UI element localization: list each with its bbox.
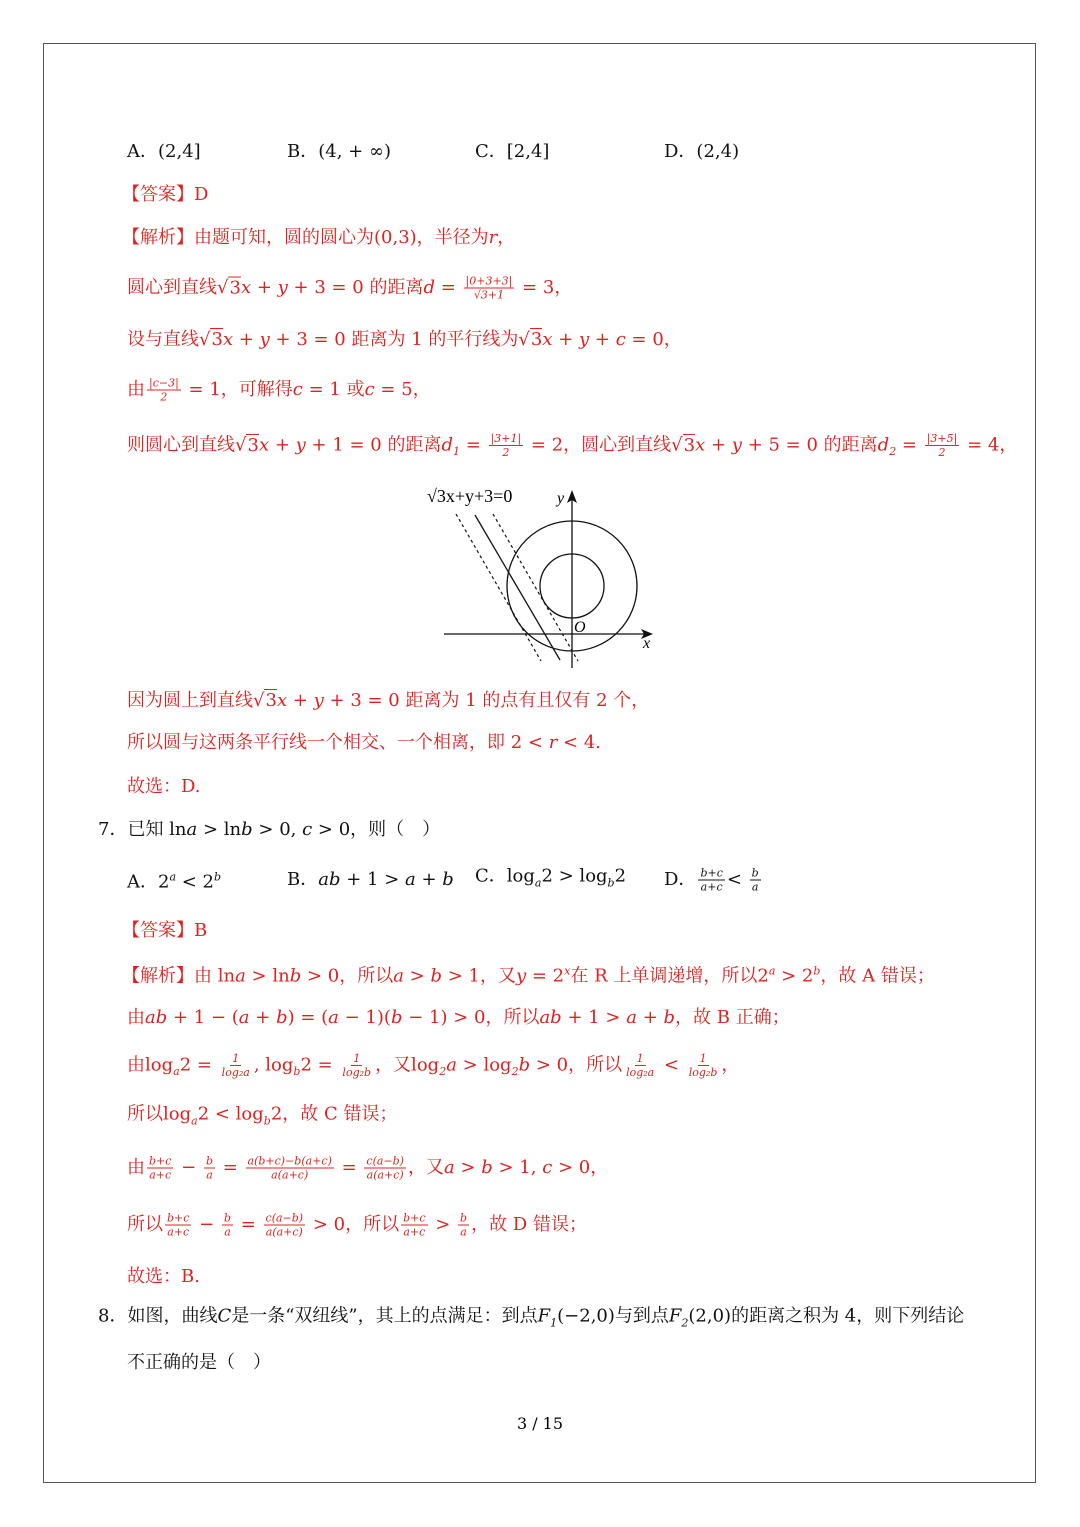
text-run: +: [287, 690, 314, 711]
fraction: [246, 1155, 334, 1182]
text-run: > log: [456, 1054, 512, 1076]
fraction-denominator: 2: [938, 445, 946, 459]
text-run: > 0，所以: [301, 965, 394, 987]
text-run: > 2: [775, 965, 814, 987]
math-variable: b: [289, 965, 302, 987]
text-run: 由: [127, 1157, 145, 1178]
math-variable: c: [364, 379, 375, 400]
question-line: [98, 818, 440, 842]
solution-line: [127, 377, 431, 404]
text-run: 2，故 C 错误；: [270, 1103, 398, 1125]
text-run: >: [429, 1214, 457, 1235]
text-run: 由log: [127, 1054, 174, 1076]
text-run: 在 R 上单调递增，所以2: [570, 965, 769, 987]
text-run: 因为圆上到直线: [127, 690, 253, 711]
text-run: C．[2,4]: [475, 141, 550, 162]
superscript: a: [169, 870, 177, 884]
fraction-denominator: a+c: [167, 1225, 190, 1239]
subscript: 1: [550, 1316, 558, 1330]
solution-line: [127, 1155, 608, 1182]
text-run: = 3，: [516, 277, 573, 298]
fraction-denominator: a(a+c): [265, 1225, 303, 1239]
math-variable: y: [295, 434, 306, 456]
solution-line: [127, 1052, 739, 1084]
text-run: =: [217, 1157, 244, 1178]
text-run: <: [658, 1054, 685, 1076]
answer-option: [287, 140, 391, 164]
text-run: +: [249, 1007, 277, 1028]
fraction-denominator: a: [751, 880, 759, 894]
fraction-denominator: a: [206, 1168, 213, 1182]
fraction: [925, 432, 960, 459]
answer-option: [127, 866, 221, 895]
math-variable: c: [292, 379, 303, 400]
sqrt: [671, 433, 695, 455]
fraction-denominator: a+c: [700, 880, 723, 894]
math-variable: b: [663, 1007, 676, 1028]
solution-line: [127, 432, 1017, 464]
text-run: A．2: [127, 871, 170, 893]
text-run: −: [175, 1157, 202, 1178]
parallel-line-dashed-left: [456, 514, 541, 661]
sqrt-radicand: 3: [211, 329, 223, 350]
fraction: [401, 1212, 427, 1239]
text-run: = 4，: [961, 434, 1018, 456]
text-run: ，故 D 错误；: [471, 1214, 587, 1235]
fraction-denominator: a: [460, 1225, 467, 1239]
text-run: 【解析】由题可知，圆的圆心为(0,3)，半径为: [122, 227, 489, 248]
fraction-numerator: |3+1|: [490, 431, 522, 445]
sqrt-sign-icon: √: [518, 329, 530, 350]
fraction-numerator: c(a−b): [366, 1154, 404, 1168]
fraction: [165, 1212, 191, 1239]
fraction-denominator: 2: [502, 445, 510, 459]
text-run: 则圆心到直线: [127, 434, 235, 456]
sqrt-radicand: 3: [229, 277, 241, 298]
text-run: + 3 = 0 距离为 1 的点有且仅有 2 个，: [323, 690, 650, 711]
math-variable: b: [442, 869, 454, 890]
text-run: 2 < log: [197, 1103, 264, 1125]
text-run: 由: [127, 379, 145, 400]
fraction-denominator: log₂b: [342, 1065, 372, 1079]
text-run: 故选：B.: [127, 1266, 200, 1287]
math-variable: b: [276, 1007, 288, 1028]
text-run: =: [460, 434, 487, 456]
sqrt-radicand: 3: [265, 690, 277, 711]
text-run: ，: [497, 227, 516, 248]
text-run: = 1 或: [302, 379, 365, 400]
text-run: 是一条“双纽线”，其上的点满足：到点: [231, 1305, 538, 1327]
subscript: a: [173, 1065, 180, 1079]
math-variable: d: [877, 434, 890, 456]
math-variable: c: [542, 1157, 553, 1178]
text-run: =: [896, 434, 923, 456]
text-run: 所以log: [127, 1103, 192, 1125]
text-run: + 1 >: [561, 1007, 627, 1028]
fraction: [222, 1212, 233, 1239]
answer-option: [475, 140, 549, 164]
fraction-numerator: b+c: [167, 1211, 190, 1225]
math-variable: a: [446, 1054, 457, 1076]
text-run: 【解析】由 ln: [122, 965, 236, 987]
fraction-numerator: b: [751, 866, 759, 880]
fraction-denominator: 2: [160, 390, 168, 404]
subscript: a: [191, 1114, 198, 1128]
text-run: ，故 A 错误；: [820, 965, 935, 987]
math-variable: a: [235, 965, 246, 987]
fraction: [204, 1155, 215, 1182]
sqrt-sign-icon: √: [235, 434, 247, 456]
text-run: > 0，所以: [307, 1214, 400, 1235]
text-run: > 0，则（ ）: [312, 819, 441, 840]
text-run: 【答案】D: [122, 184, 209, 205]
text-run: ，: [721, 1054, 740, 1076]
subscript: 2: [439, 1065, 447, 1079]
fraction-denominator: √3+1: [473, 288, 505, 302]
math-variable: a: [186, 819, 198, 840]
solution-line: [127, 1103, 398, 1134]
math-variable: F: [537, 1305, 551, 1327]
math-variable: r: [488, 227, 498, 248]
fraction-numerator: 1: [636, 1051, 644, 1065]
solution-line: [127, 1006, 790, 1030]
text-run: =: [335, 1157, 363, 1178]
subscript: 1: [453, 445, 461, 459]
text-run: ) = (: [287, 1007, 329, 1028]
math-variable: y: [579, 329, 590, 350]
text-run: = 5，: [374, 379, 431, 400]
fraction: [147, 377, 181, 404]
fraction-denominator: a: [224, 1225, 231, 1239]
text-run: +: [269, 434, 296, 456]
y-axis-label: y: [557, 490, 565, 507]
math-variable: ab: [318, 869, 341, 890]
math-variable: b: [518, 1054, 531, 1076]
answer-option: [127, 140, 201, 164]
page-number: 3 / 15: [516, 1414, 564, 1433]
answer-option: [287, 868, 454, 892]
text-run: − 1)(: [338, 1007, 391, 1028]
fraction-denominator: log₂a: [626, 1065, 655, 1079]
fraction-numerator: 1: [353, 1051, 361, 1065]
sqrt-sign-icon: √: [217, 277, 229, 298]
math-variable: y: [731, 434, 742, 456]
text-run: + 1 >: [340, 869, 406, 890]
text-run: ，又: [407, 1157, 444, 1178]
math-variable: a: [238, 1007, 250, 1028]
superscript: b: [813, 964, 821, 978]
solution-line: [127, 689, 649, 713]
text-run: A．(2,4]: [127, 141, 201, 162]
text-run: +: [233, 329, 260, 350]
fraction: [698, 867, 724, 894]
given-line: [475, 515, 560, 660]
fraction-numerator: b: [223, 1211, 231, 1225]
fraction: [264, 1212, 306, 1239]
superscript: x: [564, 964, 571, 978]
text-run: > ln: [197, 819, 242, 840]
math-variable: r: [548, 732, 558, 753]
math-variable: a: [405, 869, 416, 890]
fraction-numerator: b: [460, 1211, 468, 1225]
text-run: 2 =: [300, 1054, 339, 1076]
math-variable: C: [217, 1305, 232, 1327]
text-run: −: [193, 1214, 220, 1235]
solution-line: [122, 226, 515, 250]
text-run: < 2: [176, 871, 214, 893]
text-run: 由: [127, 1007, 145, 1028]
text-run: +: [589, 329, 616, 350]
sqrt-sign-icon: √: [253, 690, 265, 711]
math-variable: b: [241, 819, 253, 840]
math-variable: x: [695, 434, 706, 456]
subscript: 2: [511, 1065, 519, 1079]
text-run: 所以圆与这两条平行线一个相交、一个相离，即 2 <: [127, 732, 549, 753]
text-run: D．: [664, 869, 697, 890]
solution-line: [122, 960, 935, 989]
math-variable: b: [390, 1007, 403, 1028]
text-run: 2 =: [179, 1054, 218, 1076]
fraction: [750, 867, 761, 894]
text-run: +: [705, 434, 732, 456]
answer-option: [664, 140, 739, 164]
math-variable: x: [222, 329, 234, 350]
math-variable: c: [615, 329, 626, 350]
superscript: b: [214, 870, 222, 884]
math-variable: a: [626, 1007, 637, 1028]
fraction-denominator: log₂a: [221, 1065, 250, 1079]
subscript: 2: [889, 445, 897, 459]
question-line: [127, 1351, 271, 1375]
solution-line: [122, 183, 208, 207]
sqrt-radicand: 3: [247, 434, 259, 456]
sqrt: [253, 689, 277, 711]
math-variable: ab: [539, 1007, 562, 1028]
text-run: +: [552, 329, 579, 350]
fraction-denominator: a(a+c): [366, 1168, 404, 1182]
text-run: , log: [253, 1054, 294, 1076]
math-variable: x: [240, 277, 252, 298]
line-equation-label: √3x+y+3=0: [427, 486, 513, 506]
fraction-denominator: a+c: [149, 1168, 172, 1182]
fraction: [340, 1052, 373, 1079]
fraction-numerator: b+c: [700, 866, 723, 880]
fraction-numerator: b+c: [403, 1211, 426, 1225]
subscript: b: [263, 1114, 271, 1128]
solution-line: [127, 1212, 587, 1239]
solution-line: [127, 731, 601, 755]
fraction-denominator: log₂b: [688, 1065, 718, 1079]
fraction: [489, 432, 524, 459]
fraction-numerator: b+c: [149, 1154, 172, 1168]
math-variable: b: [481, 1157, 493, 1178]
text-run: >: [454, 1157, 482, 1178]
sqrt: [199, 328, 223, 350]
fraction-numerator: |0+3+3|: [465, 274, 513, 288]
text-run: > 1，又: [442, 965, 516, 987]
text-run: 所以: [127, 1214, 163, 1235]
text-run: (−2,0)与到点: [557, 1305, 669, 1327]
text-run: D．(2,4): [664, 141, 740, 162]
fraction-denominator: a+c: [403, 1225, 426, 1239]
text-run: 不正确的是（ ）: [127, 1352, 271, 1373]
math-variable: x: [258, 434, 270, 456]
text-run: > 0,: [252, 819, 303, 840]
fraction-numerator: 1: [699, 1051, 707, 1065]
text-run: C．log: [475, 865, 535, 887]
sqrt: [217, 276, 241, 298]
text-run: = 2: [526, 965, 565, 987]
fraction: [364, 1155, 406, 1182]
superscript: a: [768, 964, 776, 978]
text-run: +: [636, 1007, 664, 1028]
text-run: 故选：D.: [127, 776, 201, 797]
text-run: (2,0)的距离之积为 4，则下列结论: [688, 1305, 965, 1327]
solution-line: [122, 919, 207, 943]
sqrt-sign-icon: √: [671, 434, 683, 456]
math-variable: a: [328, 1007, 339, 1028]
fraction-numerator: b: [205, 1154, 213, 1168]
fraction-numerator: c(a−b): [265, 1211, 304, 1225]
text-run: 7．已知 ln: [98, 819, 187, 840]
answer-option: [664, 867, 763, 894]
text-run: 2: [614, 865, 627, 887]
subscript: 2: [681, 1316, 689, 1330]
text-run: B．(4, + ∞): [287, 141, 391, 162]
text-run: <: [726, 869, 748, 890]
text-run: +: [415, 869, 443, 890]
sqrt: [235, 433, 259, 455]
sqrt-radicand: 3: [683, 434, 696, 456]
fraction-numerator: |c−3|: [149, 376, 179, 390]
math-variable: d: [441, 434, 454, 456]
text-run: >: [403, 965, 431, 987]
solution-line: [127, 328, 682, 352]
fraction: [624, 1052, 656, 1079]
math-variable: a: [443, 1157, 455, 1178]
text-run: ，故 B 正确；: [675, 1007, 790, 1028]
solution-line: [127, 1265, 200, 1289]
fraction-numerator: 1: [232, 1051, 240, 1065]
text-run: 圆心到直线: [127, 277, 217, 298]
math-variable: y: [259, 329, 270, 350]
text-run: 2 > log: [541, 865, 608, 887]
text-run: > ln: [245, 965, 290, 987]
solution-line: [127, 275, 572, 302]
text-run: − 1) > 0，所以: [402, 1007, 540, 1028]
text-run: > 1,: [492, 1157, 543, 1178]
fraction: [220, 1052, 252, 1079]
fraction: [458, 1212, 469, 1239]
math-variable: a: [393, 965, 404, 987]
text-run: = 0，: [625, 329, 682, 350]
fraction: [147, 1155, 173, 1182]
text-run: + 3 = 0 距离为 1 的平行线为: [269, 329, 519, 350]
text-run: 8．如图，曲线: [98, 1305, 218, 1327]
circle-line-figure: [410, 480, 670, 670]
sqrt-radicand: 3: [530, 329, 543, 350]
question-line: [98, 1305, 964, 1336]
fraction: [464, 275, 515, 302]
math-variable: y: [313, 690, 324, 711]
fraction-numerator: a(b+c)−b(a+c): [247, 1154, 332, 1168]
text-run: =: [235, 1214, 262, 1235]
text-run: 设与直线: [127, 329, 199, 350]
text-run: < 4.: [557, 732, 602, 753]
text-run: +: [251, 277, 278, 298]
text-run: B．: [287, 869, 319, 890]
math-variable: c: [302, 819, 313, 840]
text-run: + 5 = 0 的距离: [741, 434, 878, 456]
solution-line: [127, 775, 201, 799]
origin-label: O: [574, 619, 586, 636]
math-variable: y: [277, 277, 288, 298]
math-variable: x: [276, 690, 288, 711]
subscript: b: [293, 1065, 301, 1079]
text-run: ，又log: [375, 1054, 440, 1076]
text-run: = 2，圆心到直线: [525, 434, 672, 456]
math-variable: d: [423, 277, 436, 298]
sqrt-sign-icon: √: [199, 329, 211, 350]
fraction-numerator: |3+5|: [926, 431, 958, 445]
text-run: = 1，可解得: [182, 379, 293, 400]
text-run: > 0，: [552, 1157, 609, 1178]
sqrt: [518, 328, 542, 350]
math-variable: ab: [145, 1007, 168, 1028]
math-variable: y: [515, 965, 527, 987]
text-run: + 1 = 0 的距离: [305, 434, 442, 456]
text-run: + 3 = 0 的距离: [287, 277, 424, 298]
fraction: [687, 1052, 720, 1079]
text-run: =: [435, 277, 462, 298]
parallel-line-dashed-right: [493, 514, 578, 661]
text-run: + 1 − (: [167, 1007, 239, 1028]
x-axis-label: x: [643, 635, 651, 652]
subscript: a: [534, 876, 542, 890]
math-variable: x: [542, 329, 553, 350]
subscript: b: [607, 876, 615, 890]
text-run: > 0，所以: [530, 1054, 623, 1076]
fraction-denominator: a(a+c): [271, 1168, 309, 1182]
text-run: 【答案】B: [122, 920, 208, 941]
math-variable: F: [668, 1305, 682, 1327]
math-variable: b: [430, 965, 442, 987]
answer-option: [475, 865, 626, 896]
